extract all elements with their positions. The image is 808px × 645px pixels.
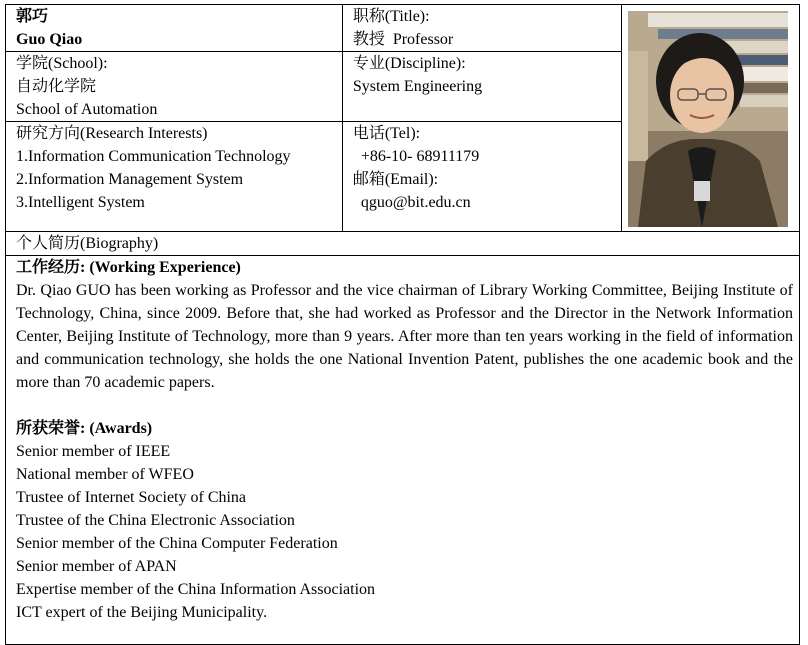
award-item: Senior member of the China Computer Federation <box>16 535 338 552</box>
tel-value: +86-10- 68911179 <box>360 148 480 165</box>
discipline-value: System Engineering <box>352 78 483 95</box>
portrait-photo <box>628 11 788 227</box>
name-chinese: 郭巧 <box>16 8 49 25</box>
award-item: Trustee of the China Electronic Association <box>16 512 295 529</box>
biography-content-cell <box>6 256 800 645</box>
portrait-image <box>628 11 788 227</box>
award-item: Senior member of APAN <box>16 558 177 575</box>
school-label: 学院(School): <box>16 55 108 72</box>
school-english: School of Automation <box>16 101 158 118</box>
research-cell <box>6 122 343 232</box>
award-item: ICT expert of the Beijing Municipality. <box>16 604 268 621</box>
title-cell <box>342 5 621 52</box>
award-item: Senior member of IEEE <box>16 443 171 460</box>
school-cell <box>6 52 343 122</box>
contact-cell <box>342 122 621 232</box>
name-english: Guo Qiao <box>16 31 83 48</box>
discipline-label: 专业(Discipline): <box>352 55 466 72</box>
title-value: 教授 Professor <box>352 31 454 48</box>
profile-table <box>5 4 800 645</box>
email-value[interactable]: qguo@bit.edu.cn <box>360 194 471 211</box>
research-label: 研究方向(Research Interests) <box>16 125 208 142</box>
tel-label: 电话(Tel): <box>352 125 421 142</box>
name-cell <box>6 5 343 52</box>
photo-cell <box>621 5 799 232</box>
biography-label: 个人简历(Biography) <box>16 235 159 252</box>
research-item: 1.Information Communication Technology <box>16 148 291 165</box>
title-label: 职称(Title): <box>352 8 430 25</box>
working-experience-text: Dr. Qiao GUO has been working as Professor and the vice chairman of Library Working Committee, Beijing Institute of Technology, China, since 2009. Before that, she had worked as Professor and the Director in the Network Information Center, Beijing Institute of Technology, more than 9 years. After more than ten years working in the field of information and communication technology, she holds the one National Invention Patent, publishes the one academic book and the more than 70 academic papers. <box>16 282 793 391</box>
working-experience-title: 工作经历: (Working Experience) <box>16 259 241 276</box>
discipline-cell <box>342 52 621 122</box>
award-item: Trustee of Internet Society of China <box>16 489 247 506</box>
biography-header-cell <box>6 232 800 256</box>
research-item: 3.Intelligent System <box>16 194 145 211</box>
award-item: National member of WFEO <box>16 466 194 483</box>
spacer <box>16 394 793 417</box>
award-item: Expertise member of the China Information Association <box>16 581 376 598</box>
school-chinese: 自动化学院 <box>16 78 97 95</box>
email-label: 邮箱(Email): <box>352 171 439 188</box>
awards-title: 所获荣誉: (Awards) <box>16 420 153 437</box>
research-item: 2.Information Management System <box>16 171 244 188</box>
